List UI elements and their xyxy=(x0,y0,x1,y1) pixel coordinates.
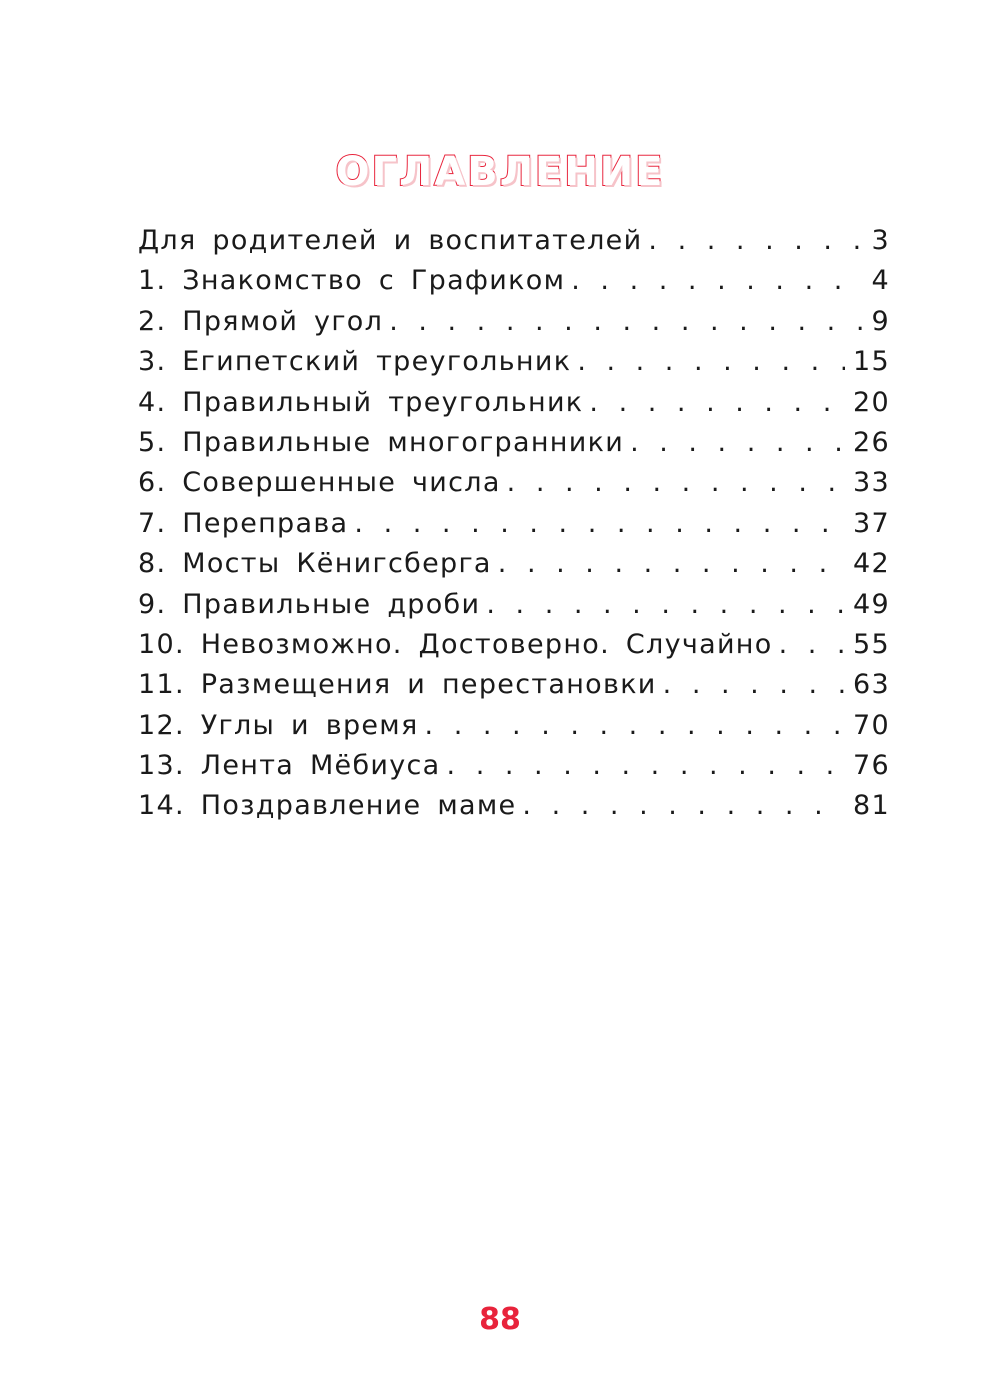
page-number: 88 xyxy=(479,1302,521,1337)
toc-entry xyxy=(138,710,890,750)
toc-entry-page: 15 xyxy=(853,346,890,378)
toc-entry xyxy=(138,548,890,588)
toc-leader-dots xyxy=(425,710,846,741)
toc-entry-page: 49 xyxy=(853,588,890,620)
toc-entry-page: 4 xyxy=(871,265,890,297)
toc-entry xyxy=(138,790,890,830)
toc-entry-page: 9 xyxy=(871,305,890,337)
toc-entry-page: 63 xyxy=(853,669,890,701)
toc-leader-dots xyxy=(589,387,845,418)
toc-entry xyxy=(138,669,890,709)
toc-entry xyxy=(138,306,890,346)
toc-entry-title: 10. Невозможно. Достоверно. Случайно xyxy=(138,628,773,660)
toc-leader-dots xyxy=(447,750,846,781)
toc-leader-dots xyxy=(571,265,863,296)
toc-entry-title: 3. Египетский треугольник xyxy=(138,346,572,378)
toc-entry-title: 13. Лента Мёбиуса xyxy=(138,750,441,782)
toc-entry-page: 33 xyxy=(853,467,890,499)
toc-entry-title: 7. Переправа xyxy=(138,507,349,539)
toc-entry-page: 42 xyxy=(853,548,890,580)
toc-leader-dots xyxy=(663,669,845,700)
toc-leader-dots xyxy=(389,306,863,337)
toc-entry xyxy=(138,265,890,305)
toc-leader-dots xyxy=(486,589,845,620)
toc-leader-dots xyxy=(498,548,845,579)
toc-entry-title: 4. Правильный треугольник xyxy=(138,386,584,418)
page-title: ОГЛАВЛЕНИЕ xyxy=(335,149,665,195)
toc-leader-dots xyxy=(648,225,863,256)
toc-entry-title: Для родителей и воспитателей xyxy=(138,225,643,256)
toc-entry xyxy=(138,346,890,386)
toc-entry xyxy=(138,508,890,548)
toc-leader-dots xyxy=(577,346,845,377)
toc-entry-page: 20 xyxy=(853,386,890,418)
toc-entry-page: 3 xyxy=(871,225,890,256)
toc-entry-title: 11. Размещения и перестановки xyxy=(138,669,657,701)
toc-leader-dots xyxy=(779,629,845,660)
toc-entry-title: 14. Поздравление маме xyxy=(138,790,517,822)
toc-entry xyxy=(138,387,890,427)
toc-entry-page: 70 xyxy=(853,709,890,741)
toc-entry-title: 1. Знакомство с Графиком xyxy=(138,265,566,297)
toc-leader-dots xyxy=(507,467,845,498)
toc-entry xyxy=(138,467,890,507)
toc-entry-page: 81 xyxy=(853,790,890,822)
toc-entry-page: 76 xyxy=(853,750,890,782)
toc-entry-page: 26 xyxy=(853,426,890,458)
toc-entry-title: 2. Прямой угол xyxy=(138,305,384,337)
toc-leader-dots xyxy=(354,508,845,539)
toc-entry xyxy=(138,750,890,790)
toc-leader-dots xyxy=(630,427,845,458)
toc-entry xyxy=(138,629,890,669)
toc-entry-page: 55 xyxy=(853,628,890,660)
table-of-contents xyxy=(138,225,890,831)
toc-entry xyxy=(138,225,890,265)
toc-entry-title: 6. Совершенные числа xyxy=(138,467,501,499)
toc-entry-title: 5. Правильные многогранники xyxy=(138,426,625,458)
toc-entry-title: 9. Правильные дроби xyxy=(138,588,481,620)
toc-entry-title: 8. Мосты Кёнигсберга xyxy=(138,548,492,580)
toc-entry xyxy=(138,427,890,467)
toc-entry xyxy=(138,589,890,629)
toc-entry-title: 12. Углы и время xyxy=(138,709,419,741)
toc-leader-dots xyxy=(522,790,845,821)
toc-entry-page: 37 xyxy=(853,507,890,539)
